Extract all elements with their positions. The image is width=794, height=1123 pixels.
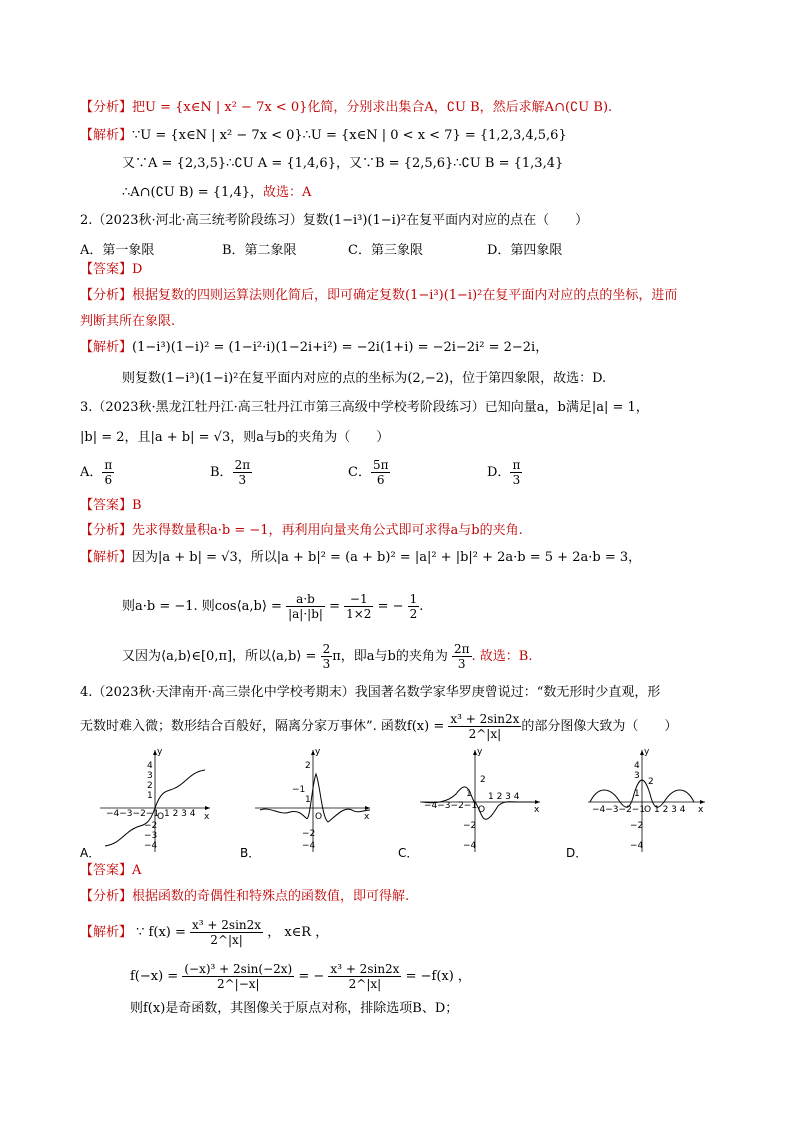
q3-stem-line1: 3.（2023秋·黑龙江牡丹江·高三牡丹江市第三高级中学校考阶段练习）已知向量a，b满足|a| = 1，: [80, 400, 649, 415]
svg-text:−4: −4: [463, 841, 477, 851]
q3-option-c: C． $\frac{5\pi}{6}$: [348, 458, 389, 487]
solution-tag: 【解析】: [80, 128, 133, 143]
q3-option-a: A． $\frac{\pi}{6}$: [80, 458, 113, 487]
q2-analysis-line1: 【分析】根据复数的四则运算法则化简后，即可确定复数(1−i³)(1−i)²在复平面内对应的点的坐标，进而: [80, 288, 678, 303]
svg-text:y: y: [315, 747, 321, 757]
q4-stem-line1: 4.（2023秋·天津南开·高三崇化中学校考期末）我国著名数学家华罗庚曾说过：“数无形时少直观，形: [80, 685, 661, 700]
svg-text:2: 2: [147, 781, 153, 791]
q4-solution-line1: 【解析】 ∵ f(x) = $\frac{\text{x³ + 2sin2x}}{2\^{}|x|}$ ， x∈R ，: [80, 918, 329, 947]
svg-text:y: y: [644, 747, 650, 757]
q1-solution-line3: ∴A∩(∁U B) = {1,4}，故选：A: [122, 185, 312, 200]
svg-text:1: 1: [305, 795, 311, 805]
graph-c: [400, 744, 550, 856]
svg-text:1 2 3 4: 1 2 3 4: [488, 792, 520, 802]
q3-stem-line2: |b| = 2，且|a + b| = √3，则a与b的夹角为（ ）: [80, 430, 390, 445]
svg-text:1: 1: [147, 791, 153, 801]
graph-b: [240, 744, 380, 856]
graph-d-label: D．: [566, 846, 588, 860]
graph-a-label: A．: [80, 846, 101, 860]
graph-b-label: B．: [240, 846, 261, 860]
svg-text:O: O: [478, 805, 486, 815]
axis-y-label: y: [157, 747, 163, 757]
analysis-tag: 【分析】: [80, 100, 133, 115]
svg-text:1: 1: [466, 789, 472, 799]
svg-text:−2: −2: [144, 821, 158, 831]
graph-c-label: C．: [398, 846, 419, 860]
svg-text:2: 2: [305, 761, 311, 771]
svg-text:−2: −2: [302, 829, 316, 839]
svg-text:y: y: [477, 747, 483, 757]
svg-text:O: O: [315, 812, 323, 822]
graph-a: [80, 744, 230, 856]
svg-text:3: 3: [147, 771, 153, 781]
svg-text:O: O: [644, 805, 652, 815]
q1-solution-line1: 【解析】∵U = {x∈N | x² − 7x < 0}∴U = {x∈N | 0 < x < 7} = {1,2,3,4,5,6}: [80, 128, 567, 143]
svg-text:1 2 3 4: 1 2 3 4: [164, 809, 196, 819]
svg-text:2: 2: [648, 777, 654, 787]
svg-text:−4: −4: [630, 841, 644, 851]
q3-analysis: 【分析】先求得数量积a·b = −1，再利用向量夹角公式即可求得a与b的夹角.: [80, 523, 523, 538]
graph-d: [570, 744, 720, 856]
svg-text:x: x: [364, 812, 370, 822]
svg-text:−4: −4: [302, 841, 316, 851]
q2-solution-line1: 【解析】(1−i³)(1−i)² = (1−i²·i)(1−2i+i²) = −2i(1+i) = −2i−2i² = 2−2i，: [80, 340, 549, 355]
q2-analysis-line2: 判断其所在象限.: [80, 314, 176, 329]
svg-text:x: x: [698, 805, 704, 815]
axis-x-label: x: [204, 812, 210, 822]
svg-text:x: x: [534, 805, 540, 815]
q3-answer: 【答案】B: [80, 498, 142, 513]
svg-text:2: 2: [480, 775, 486, 785]
q4-analysis: 【分析】根据函数的奇偶性和特殊点的函数值，即可得解.: [80, 889, 410, 904]
q1-solution-line2: 又∵A = {2,3,5}∴∁U A = {1,4,6}，又∵B = {2,5,6}∴∁U B = {1,3,4}: [122, 156, 564, 171]
svg-text:−2: −2: [630, 821, 644, 831]
q3-solution-line2: 则a·b = −1. 则cos⟨a,b⟩ = $\frac{a\cdot b}{|a|\cdot|b|}$ = $\frac{-1}{1\times 2}$ = − $\frac{1}{2}$ .: [122, 592, 424, 621]
svg-text:1: 1: [634, 789, 640, 799]
q3-solution-line3: 又因为⟨a,b⟩∈[0,π]，所以⟨a,b⟩ = $\frac{2}{3}$ π，即a与b的夹角为 $\frac{2\pi}{3}$ . 故选：B.: [122, 642, 533, 671]
svg-text:−2: −2: [463, 821, 477, 831]
svg-text:−3: −3: [144, 831, 158, 841]
q2-stem: 2.（2023秋·河北·高三统考阶段练习）复数(1−i³)(1−i)²在复平面内对应的点在（ ）: [80, 213, 589, 228]
q2-option-a: A．第一象限: [80, 243, 155, 258]
q4-solution-line3: 则f(x)是奇函数，其图像关于原点对称，排除选项B、D；: [130, 1001, 459, 1016]
svg-text:−4: −4: [144, 841, 158, 851]
q3-option-d: D． $\frac{\pi}{3}$: [487, 458, 521, 487]
q4-solution-line2: f(−x) = $\frac{\text{(−x)³ + 2sin(−2x)}}{2\^{}|-x|}$ = − $\frac{\text{x³ + 2sin2x}}{2\^{}|x|}$ = −f(x) ，: [130, 962, 471, 991]
svg-text:4: 4: [147, 761, 153, 771]
q2-option-b: B．第二象限: [222, 243, 297, 258]
q4-stem-line2: 无数时难入微；数形结合百般好，隔离分家万事休”. 函数f(x) = $\frac{\text{x³ + 2sin2x}}{2\^{}|x|}$ 的部分图像大致为（ ）: [80, 712, 678, 741]
q2-solution-line2: 则复数(1−i³)(1−i)²在复平面内对应的点的坐标为(2,−2)，位于第四象限，故选：D.: [122, 371, 607, 386]
origin-label: O: [157, 812, 165, 822]
q2-option-c: C．第三象限: [348, 243, 423, 258]
q3-option-b: B． $\frac{2\pi}{3}$: [210, 458, 251, 487]
svg-text:−4−3−2−1: −4−3−2−1: [424, 801, 478, 811]
q1-analysis: 【分析】把U = {x∈N | x² − 7x < 0}化简，分别求出集合A，∁U B，然后求解A∩(∁U B).: [80, 100, 613, 115]
svg-text:1 2 3 4: 1 2 3 4: [654, 805, 686, 815]
svg-text:−1: −1: [292, 785, 306, 795]
svg-text:−4−3−2−1: −4−3−2−1: [106, 809, 160, 819]
q4-answer: 【答案】A: [80, 863, 142, 878]
svg-text:−4−3−2−1: −4−3−2−1: [592, 805, 646, 815]
svg-text:4: 4: [634, 761, 640, 771]
q2-answer: 【答案】D: [80, 262, 143, 277]
q2-option-d: D．第四象限: [487, 243, 563, 258]
q3-solution-line1: 【解析】因为|a + b| = √3，所以|a + b|² = (a + b)² = |a|² + |b|² + 2a·b = 5 + 2a·b = 3，: [80, 550, 642, 565]
svg-text:3: 3: [634, 771, 640, 781]
